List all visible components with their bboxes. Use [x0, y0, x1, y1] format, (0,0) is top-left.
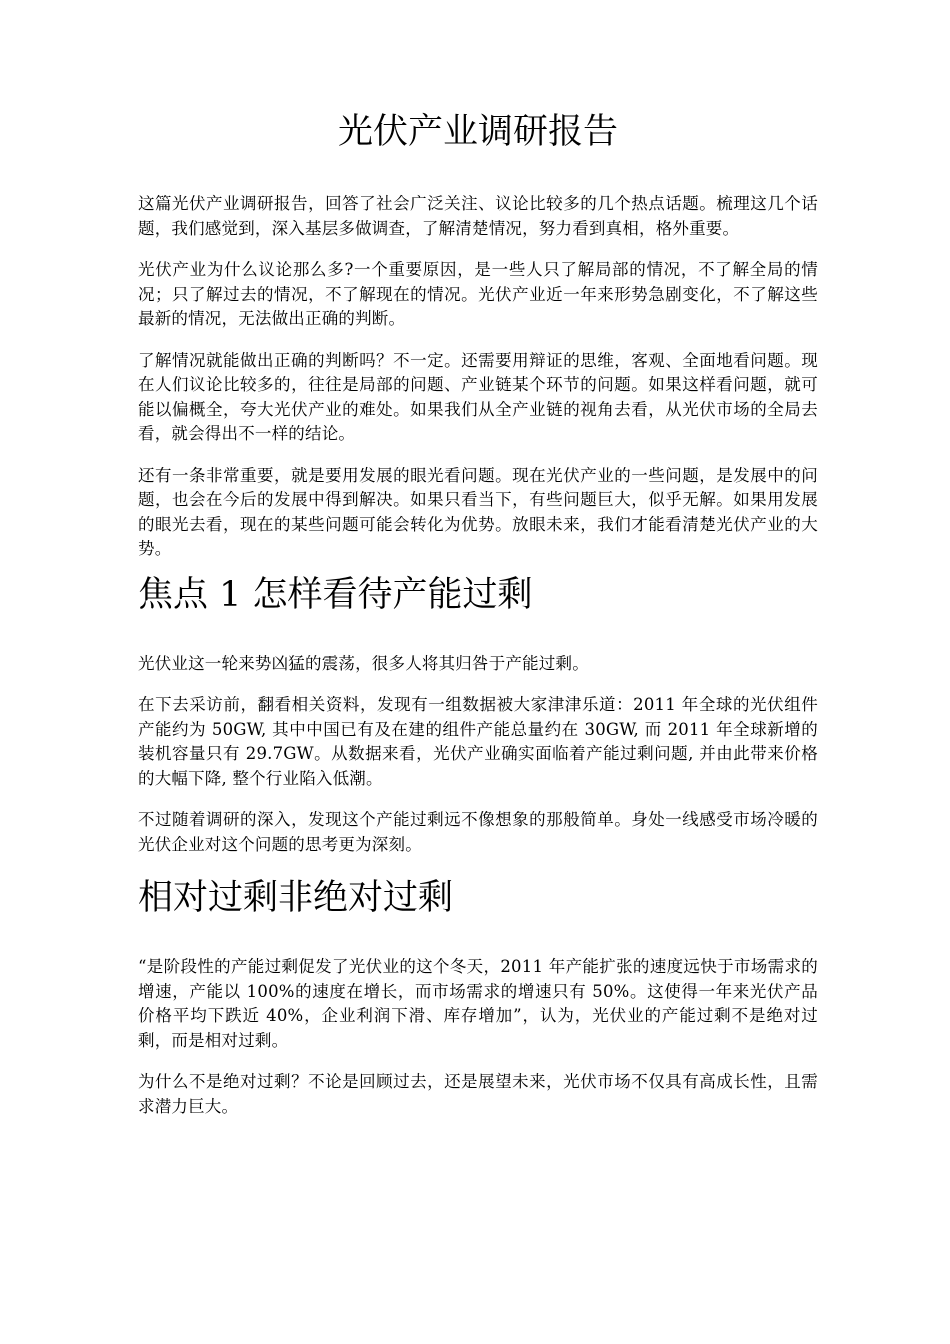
document-body — [138, 108, 818, 1136]
document-title: 光伏产业调研报告 — [337, 112, 618, 152]
section-2-heading: 相对过剩非绝对过剩 — [138, 878, 454, 918]
section-1-heading: 焦点 1 怎样看待产能过剩 — [138, 574, 533, 615]
section-1-paragraph-3: 不过随着调研的深入，发现这个产能过剩远不像想象的那般简单。身处一线感受市场冷暖的光伏企业对这个问题的思考更为深刻。 — [138, 810, 818, 854]
intro-paragraph-3: 了解情况就能做出正确的判断吗？不一定。还需要用辩证的思维，客观、全面地看问题。现在人们议论比较多的，往往是局部的问题、产业链某个环节的问题。如果这样看问题，就可能以偏概全，夸大光伏产业的难处。如果我们从全产业链的视角去看，从光伏市场的全局去看，就会得出不一样的结论。 — [138, 350, 818, 443]
section-1-paragraph-1: 光伏业这一轮来势凶猛的震荡，很多人将其归咎于产能过剩。 — [138, 653, 589, 673]
intro-paragraph-4: 还有一条非常重要，就是要用发展的眼光看问题。现在光伏产业的一些问题，是发展中的问题，也会在今后的发展中得到解决。如果只看当下，有些问题巨大，似乎无解。如果用发展的眼光去看，现在的某些问题可能会转化为优势。放眼未来，我们才能看清楚光伏产业的大势。 — [138, 465, 818, 558]
section-2-paragraph-2: 为什么不是绝对过剩？不论是回顾过去，还是展望未来，光伏市场不仅具有高成长性，且需求潜力巨大。 — [138, 1072, 818, 1116]
intro-paragraph-1: 这篇光伏产业调研报告，回答了社会广泛关注、议论比较多的几个热点话题。梳理这几个话题，我们感觉到，深入基层多做调查，了解清楚情况，努力看到真相，格外重要。 — [138, 194, 818, 238]
intro-paragraph-2: 光伏产业为什么议论那么多?一个重要原因，是一些人只了解局部的情况，不了解全局的情况；只了解过去的情况，不了解现在的情况。光伏产业近一年来形势急剧变化，不了解这些最新的情况，无法做出正确的判断。 — [138, 260, 818, 328]
section-2-paragraph-1: “是阶段性的产能过剩促发了光伏业的这个冬天，2011 年产能扩张的速度远快于市场需求的增速，产能以 100%的速度在增长，而市场需求的增速只有 50%。这使得一年来光伏产品价格平均下跌近 40%，企业利润下滑、库存增加”，认为，光伏业的产能过剩不是绝对过剩，而是相对过剩。 — [138, 957, 818, 1050]
section-1-paragraph-2: 在下去采访前，翻看相关资料，发现有一组数据被大家津津乐道：2011 年全球的光伏组件产能约为 50GW, 其中中国已有及在建的组件产能总量约在 30GW, 而 2011 年全球新增的装机容量只有 29.7GW。从数据来看，光伏产业确实面临着产能过剩问题, 并由此带来价格的大幅下降, 整个行业陷入低潮。 — [138, 695, 818, 788]
